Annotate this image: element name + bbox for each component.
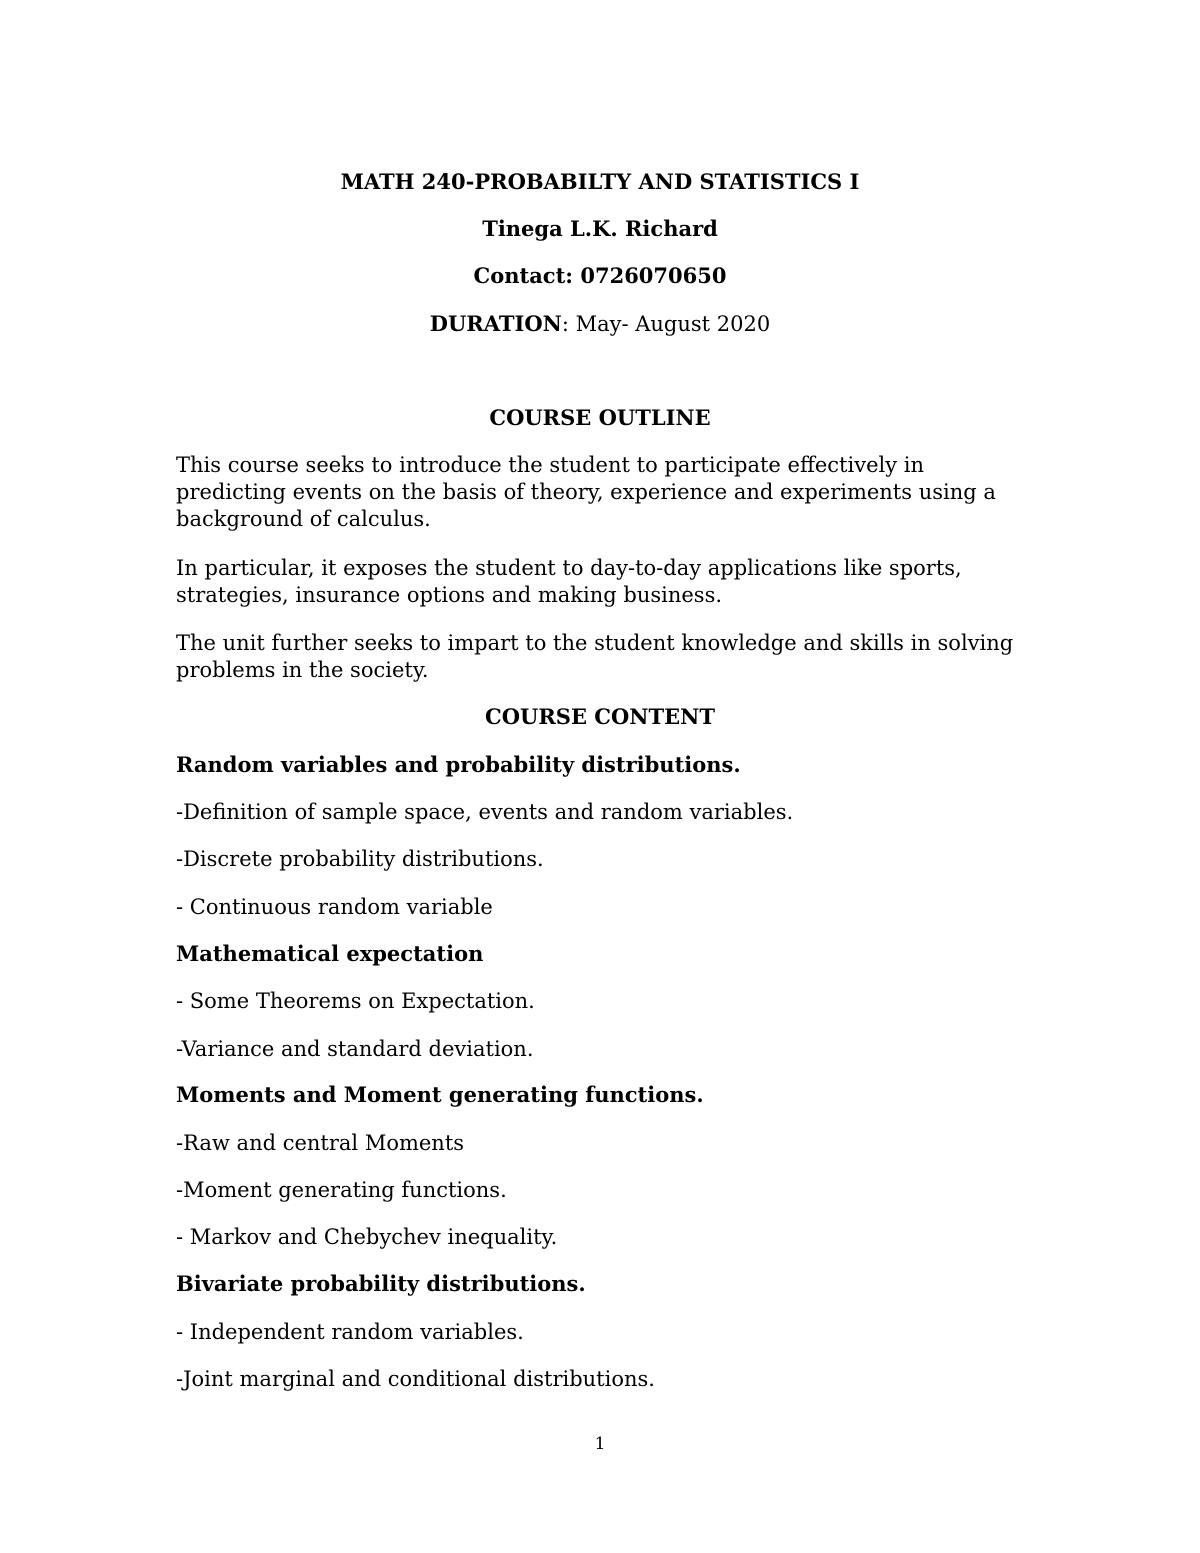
list-item: - Continuous random variable [176,895,493,919]
duration-value: : May- August 2020 [561,312,771,336]
list-item: -Variance and standard deviation. [176,1037,534,1061]
list-item: -Discrete probability distributions. [176,847,544,871]
list-item: -Definition of sample space, events and random variables. [176,800,794,824]
contact-line: Contact: 0726070650 [473,263,727,288]
page-number: 1 [594,1434,606,1454]
section-title-random-variables: Random variables and probability distributions. [176,752,741,777]
course-outline-heading: COURSE OUTLINE [489,405,711,430]
list-item: -Raw and central Moments [176,1131,465,1155]
duration-line [0,310,1200,338]
course-title: MATH 240-PROBABILTY AND STATISTICS I [340,169,860,194]
outline-paragraph: The unit further seeks to impart to the student knowledge and skills in solving problems in the society. [176,631,1014,682]
list-item: -Moment generating functions. [176,1178,507,1202]
lecturer-name: Tinega L.K. Richard [482,216,718,241]
list-item: - Markov and Chebychev inequality. [176,1225,558,1249]
section-title-moments: Moments and Moment generating functions. [176,1082,704,1107]
section-title-mathematical-expectation: Mathematical expectation [176,941,484,966]
list-item: -Joint marginal and conditional distributions. [176,1367,655,1391]
outline-paragraph: This course seeks to introduce the student to participate effectively in predicting events on the basis of theory, experience and experiments using a background of calculus. [176,453,996,531]
section-title-bivariate: Bivariate probability distributions. [176,1271,586,1296]
duration-label: DURATION [429,311,562,336]
course-content-heading: COURSE CONTENT [485,704,715,729]
list-item: - Some Theorems on Expectation. [176,989,535,1013]
outline-paragraph: In particular, it exposes the student to day-to-day applications like sports, strategies, insurance options and making business. [176,556,962,607]
list-item: - Independent random variables. [176,1320,524,1344]
